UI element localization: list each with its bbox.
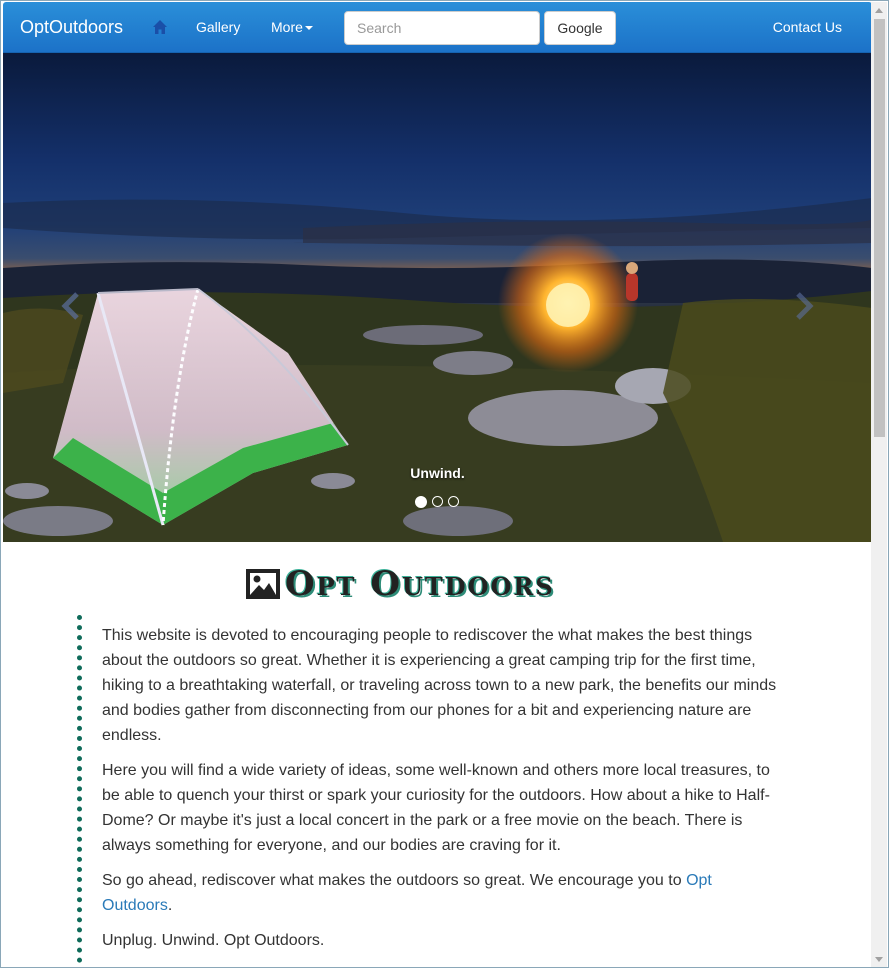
scroll-up-icon[interactable] — [875, 8, 883, 13]
carousel-indicator-3[interactable] — [448, 496, 459, 507]
paragraph-3-text: So go ahead, rediscover what makes the outdoors so great. We encourage you to — [102, 872, 687, 889]
intro-paragraph-1: This website is devoted to encouraging people to rediscover the what makes the best things about the outdoors so great. Whether it is experiencing a great camping trip for the first time, hiking to a breathtaking waterfall, or traveling across town to a new park, the benefits our minds and bodies gather from disconnecting from our phones for a bit and experiencing nature are endless. — [102, 627, 777, 744]
caret-down-icon — [305, 26, 313, 30]
scroll-thumb[interactable] — [874, 19, 885, 437]
intro-section — [77, 615, 777, 963]
hero-carousel — [3, 53, 872, 542]
image-icon — [245, 566, 281, 602]
carousel-indicator-1[interactable] — [415, 496, 427, 508]
chevron-right-icon[interactable] — [794, 291, 814, 321]
vertical-scrollbar[interactable] — [871, 2, 887, 968]
scroll-down-icon[interactable] — [875, 957, 883, 962]
home-icon[interactable] — [152, 19, 168, 35]
brand-link[interactable]: OptOutdoors — [20, 17, 124, 37]
intro-paragraph-3 — [102, 868, 777, 918]
google-search-button[interactable]: Google — [544, 11, 616, 45]
nav-gallery-link[interactable]: Gallery — [196, 19, 241, 35]
opt-outdoors-link[interactable]: Opt Outdoors — [102, 872, 712, 914]
site-logo — [245, 563, 635, 605]
navbar — [3, 2, 872, 53]
nav-contact-link[interactable]: Contact Us — [772, 19, 842, 35]
nav-more-label: More — [271, 19, 303, 35]
carousel-indicators — [415, 496, 459, 508]
carousel-indicator-2[interactable] — [432, 496, 443, 507]
intro-paragraph-2: Here you will find a wide variety of ideas, some well-known and others more local treasures, to be able to quench your thirst or spark your curiosity for the outdoors. How about a hike to Half-Dome? Or maybe it's just a local concert in the park or a free movie on the beach. There is always something for everyone, and our bodies are craving for it. — [102, 762, 770, 854]
nav-more-dropdown[interactable] — [271, 19, 313, 35]
paragraph-3-end: . — [167, 897, 173, 914]
search-input[interactable] — [344, 11, 540, 45]
carousel-caption: Unwind. — [410, 465, 465, 481]
logo-text: Opt Outdoors — [285, 564, 555, 604]
tagline: Unplug. Unwind. Opt Outdoors. — [102, 932, 325, 949]
chevron-left-icon[interactable] — [61, 291, 81, 321]
